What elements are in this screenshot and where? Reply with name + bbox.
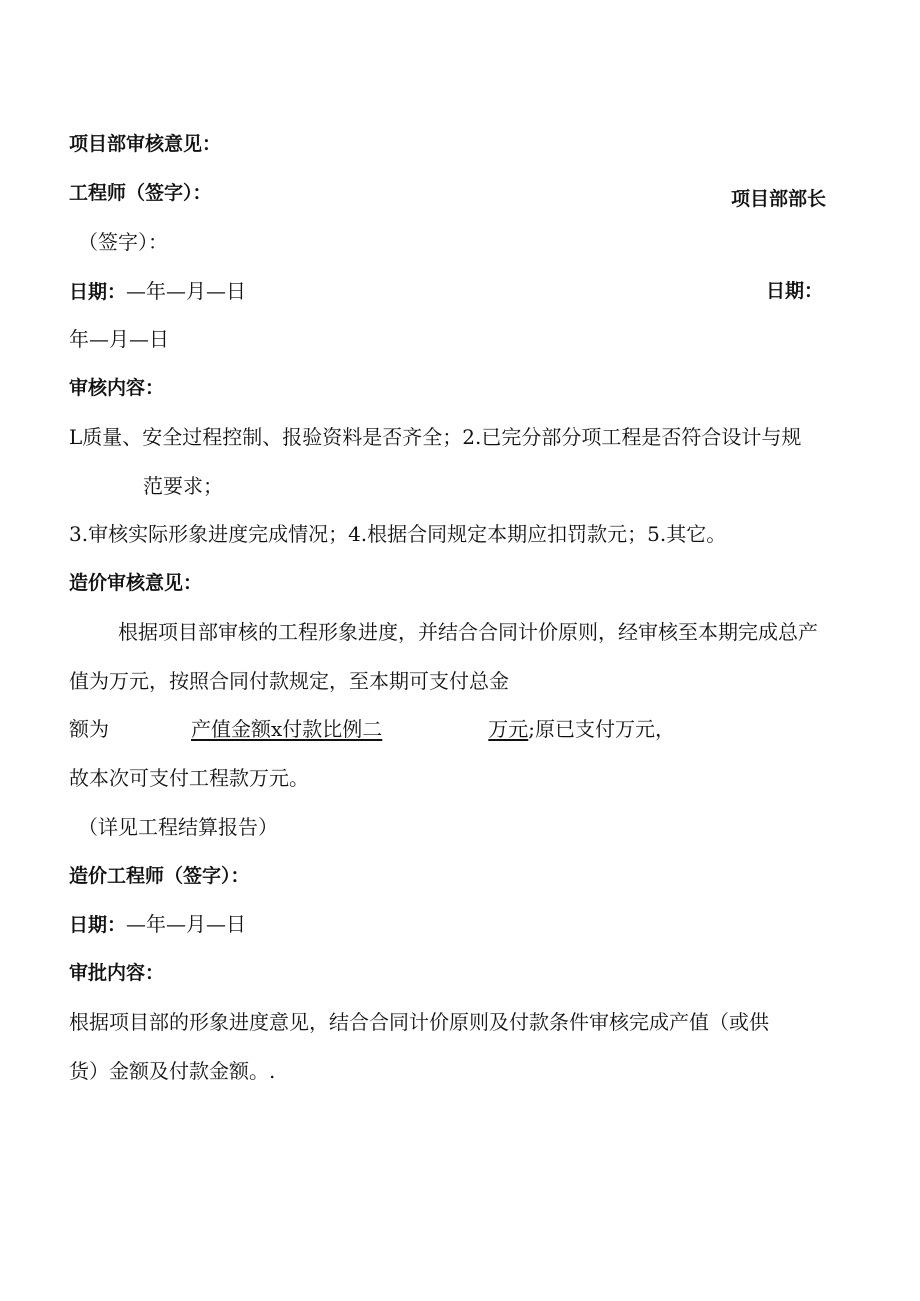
amount-formula: 产值金额x付款比例二 万元 bbox=[191, 717, 529, 741]
cost-review-paragraph-line-2: 值为万元，按照合同付款规定，至本期可支付总金 bbox=[69, 669, 509, 693]
review-item-line-1-continued: 范要求； bbox=[143, 474, 223, 498]
dept-head-signature-label: （签字）： bbox=[78, 230, 168, 254]
dept-head-date-label: 日期： bbox=[766, 280, 824, 302]
date-blanks: —年—月—日 bbox=[126, 912, 247, 936]
approval-heading: 审批内容： bbox=[69, 962, 165, 984]
cost-review-heading: 造价审核意见： bbox=[69, 572, 203, 594]
approval-line-1: 根据项目部的形象进度意见，结合合同计价原则及付款条件审核完成产值（或供 bbox=[69, 1010, 769, 1034]
cost-review-amount-line bbox=[69, 716, 675, 742]
review-item-line-1: L质量、安全过程控制、报验资料是否齐全；2.已完分部分项工程是否符合设计与规 bbox=[69, 425, 802, 449]
review-item-line-2: 3.审核实际形象进度完成情况；4.根据合同规定本期应扣罚款元；5.其它。 bbox=[69, 522, 727, 546]
cost-engineer-date-line bbox=[69, 911, 246, 938]
project-review-heading: 项目部审核意见： bbox=[69, 133, 222, 155]
engineer-date-line bbox=[69, 278, 246, 305]
amount-unit: 万元 bbox=[488, 717, 529, 741]
review-content-heading: 审核内容： bbox=[69, 377, 165, 399]
cost-review-paragraph-line-1: 根据项目部审核的工程形象进度，并结合合同计价原则，经审核至本期完成总产 bbox=[118, 620, 818, 644]
date-blanks: —年—月—日 bbox=[126, 279, 247, 303]
amount-suffix: ;原已支付万元， bbox=[528, 717, 676, 741]
engineer-signature-label: 工程师（签字）： bbox=[69, 182, 212, 204]
settlement-report-note: （详见工程结算报告） bbox=[78, 815, 278, 839]
date-label: 日期： bbox=[69, 914, 127, 936]
date-label: 日期： bbox=[69, 281, 127, 303]
cost-review-paragraph-line-4: 故本次可支付工程款万元。 bbox=[69, 766, 309, 790]
cost-engineer-signature-label: 造价工程师（签字）： bbox=[69, 865, 250, 887]
amount-prefix: 额为 bbox=[69, 717, 109, 741]
dept-head-date-blanks: 年—月—日 bbox=[69, 327, 169, 351]
dept-head-label: 项目部部长 bbox=[731, 188, 827, 210]
approval-line-2: 货）金额及付款金额。. bbox=[69, 1059, 276, 1083]
